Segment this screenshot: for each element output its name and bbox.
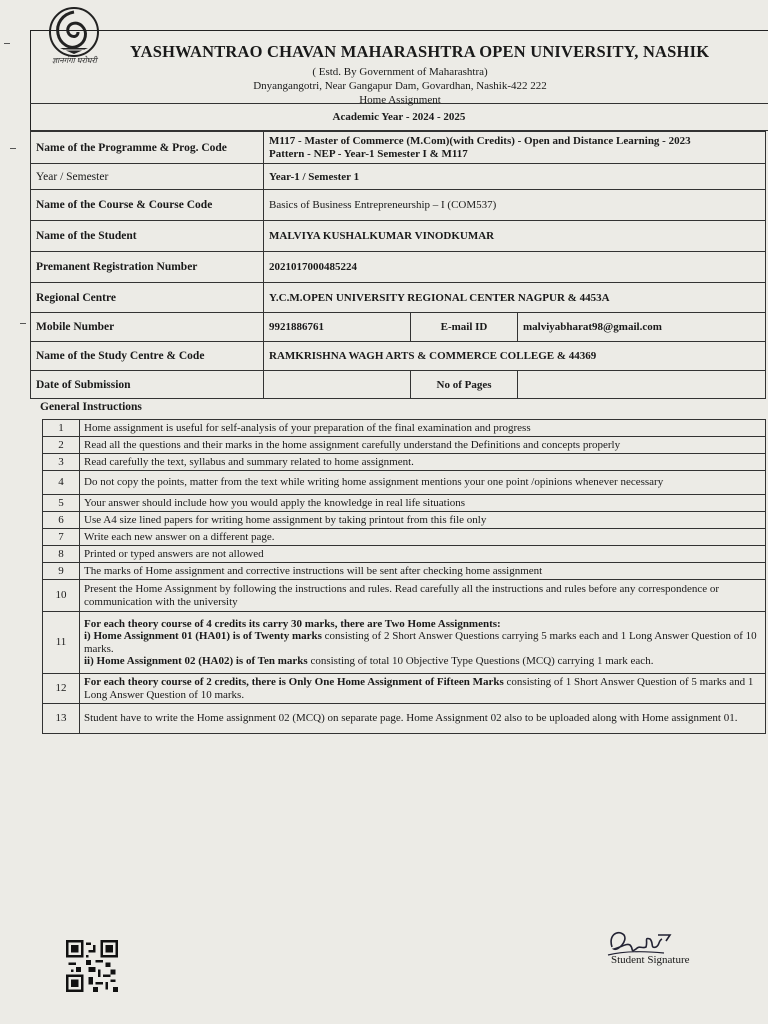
two-credit-details: consisting of 1 Short Answer Question of 5 marks and 1 Long Answer Question of 10 marks.	[84, 676, 754, 701]
programme-value	[264, 132, 766, 164]
year-value: Year-1 / Semester 1	[264, 164, 766, 190]
logo-caption: ज्ञानगंगा घरोघरी	[52, 56, 97, 65]
ha02-details: consisting of total 10 Objective Type Questions (MCQ) carrying 1 mark each.	[307, 655, 654, 667]
instruction-text: Read carefully the text, syllabus and summary related to home assignment.	[80, 454, 766, 471]
instruction-text: Read all the questions and their marks in the home assignment carefully understand the Definitions and concepts properly	[80, 437, 766, 454]
prn-value: 2021017000485224	[264, 252, 766, 283]
email-value: malviyabharat98@gmail.com	[518, 313, 766, 342]
ha02-title: ii) Home Assignment 02 (HA02) is of Ten marks	[84, 655, 308, 667]
top-border	[30, 30, 768, 31]
instructions-table	[42, 419, 766, 734]
university-name: YASHWANTRAO CHAVAN MAHARASHTRA OPEN UNIVERSITY, NASHIK	[130, 42, 710, 61]
instruction-number: 8	[43, 546, 80, 563]
instruction-number: 4	[43, 471, 80, 495]
mobile-value: 9921886761	[264, 313, 411, 342]
instruction-number: 6	[43, 512, 80, 529]
table-row	[31, 252, 766, 283]
instruction-number: 9	[43, 563, 80, 580]
student-signature-label: Student Signature	[611, 954, 690, 966]
programme-line-1: M117 - Master of Commerce (M.Com)(with Credits) - Open and Distance Learning - 2023	[269, 134, 691, 147]
course-value: Basics of Business Entrepreneurship – I (COM537)	[264, 190, 766, 221]
instruction-row	[43, 563, 766, 580]
student-name-value: MALVIYA KUSHALKUMAR VINODKUMAR	[264, 221, 766, 252]
instruction-number: 2	[43, 437, 80, 454]
instruction-number: 3	[43, 454, 80, 471]
instruction-row	[43, 495, 766, 512]
programme-label: Name of the Programme & Prog. Code	[31, 132, 264, 164]
address-line: Dnyangangotri, Near Gangapur Dam, Govardhan, Nashik-422 222	[253, 80, 547, 92]
instruction-text: Your answer should include how you would apply the knowledge in real life situations	[80, 495, 766, 512]
ha01-details: consisting of 2 Short Answer Questions carrying 5 marks each and 1 Long Answer Question of 10 marks.	[84, 630, 757, 655]
course-label: Name of the Course & Course Code	[31, 190, 264, 221]
instruction-text: The marks of Home assignment and corrective instructions will be sent after checking home assignment	[80, 563, 766, 580]
instruction-text	[80, 612, 766, 674]
table-row	[31, 371, 766, 399]
instruction-text: Printed or typed answers are not allowed	[80, 546, 766, 563]
study-centre-label: Name of the Study Centre & Code	[31, 342, 264, 371]
study-centre-value: RAMKRISHNA WAGH ARTS & COMMERCE COLLEGE & 44369	[264, 342, 766, 371]
instruction-number: 10	[43, 580, 80, 612]
table-row	[31, 283, 766, 313]
instruction-number: 12	[43, 674, 80, 704]
programme-line-2: Pattern - NEP - Year-1 Semester I & M117	[269, 147, 468, 160]
established-line: ( Estd. By Government of Maharashtra)	[312, 66, 488, 78]
instruction-text: Home assignment is useful for self-analysis of your preparation of the final examination and progress	[80, 420, 766, 437]
ha01-title: i) Home Assignment 01 (HA01) is of Twenty marks	[84, 630, 322, 642]
two-credit-title: For each theory course of 2 credits, there is Only One Home Assignment of Fifteen Marks	[84, 676, 504, 688]
prn-label: Premanent Registration Number	[31, 252, 264, 283]
instruction-11-line-2	[84, 630, 761, 655]
table-row	[31, 164, 766, 190]
instruction-row	[43, 512, 766, 529]
submission-date-value	[264, 371, 411, 399]
pages-label: No of Pages	[411, 371, 518, 399]
table-row	[31, 190, 766, 221]
student-name-label: Name of the Student	[31, 221, 264, 252]
mobile-label: Mobile Number	[31, 313, 264, 342]
instruction-number: 11	[43, 612, 80, 674]
document-type: Home Assignment	[359, 94, 441, 106]
instruction-row	[43, 580, 766, 612]
pages-value	[518, 371, 766, 399]
instruction-row	[43, 454, 766, 471]
instruction-number: 5	[43, 495, 80, 512]
year-label: Year / Semester	[31, 164, 264, 190]
instruction-row	[43, 674, 766, 704]
instruction-text: Do not copy the points, matter from the text while writing home assignment mentions your one point /opinions whenever necessary	[80, 471, 766, 495]
instruction-text: Write each new answer on a different page.	[80, 529, 766, 546]
instruction-row	[43, 437, 766, 454]
regional-centre-label: Regional Centre	[31, 283, 264, 313]
instruction-text: Use A4 size lined papers for writing home assignment by taking printout from this file only	[80, 512, 766, 529]
instruction-row	[43, 420, 766, 437]
instruction-row	[43, 612, 766, 674]
academic-year: Academic Year - 2024 - 2025	[332, 111, 466, 123]
submission-date-label: Date of Submission	[31, 371, 264, 399]
margin-tick	[10, 148, 16, 149]
instruction-number: 7	[43, 529, 80, 546]
instruction-number: 13	[43, 704, 80, 734]
table-row	[31, 221, 766, 252]
instruction-row	[43, 704, 766, 734]
email-label: E-mail ID	[411, 313, 518, 342]
table-row	[31, 132, 766, 164]
instruction-text	[80, 674, 766, 704]
margin-tick	[4, 43, 10, 44]
instruction-row	[43, 471, 766, 495]
student-info-table	[30, 131, 766, 399]
regional-centre-value: Y.C.M.OPEN UNIVERSITY REGIONAL CENTER NAGPUR & 4453A	[264, 283, 766, 313]
general-instructions-title: General Instructions	[40, 401, 142, 413]
table-row	[31, 313, 766, 342]
table-row	[31, 342, 766, 371]
instruction-text: Present the Home Assignment by following the instructions and rules. Read carefully all the instructions and rules before any correspondence or communication with the university	[80, 580, 766, 612]
instruction-row	[43, 529, 766, 546]
instruction-11-line-1: For each theory course of 4 credits its carry 30 marks, there are Two Home Assignments:	[84, 617, 501, 630]
instruction-number: 1	[43, 420, 80, 437]
instruction-11-line-3	[84, 655, 761, 668]
university-logo-icon	[46, 6, 102, 62]
instruction-row	[43, 546, 766, 563]
instruction-text: Student have to write the Home assignment 02 (MCQ) on separate page. Home Assignment 02 also to be uploaded along with Home assignment 01.	[80, 704, 766, 734]
academic-year-row	[30, 103, 768, 131]
margin-tick	[20, 323, 26, 324]
qr-code-icon	[66, 940, 118, 992]
